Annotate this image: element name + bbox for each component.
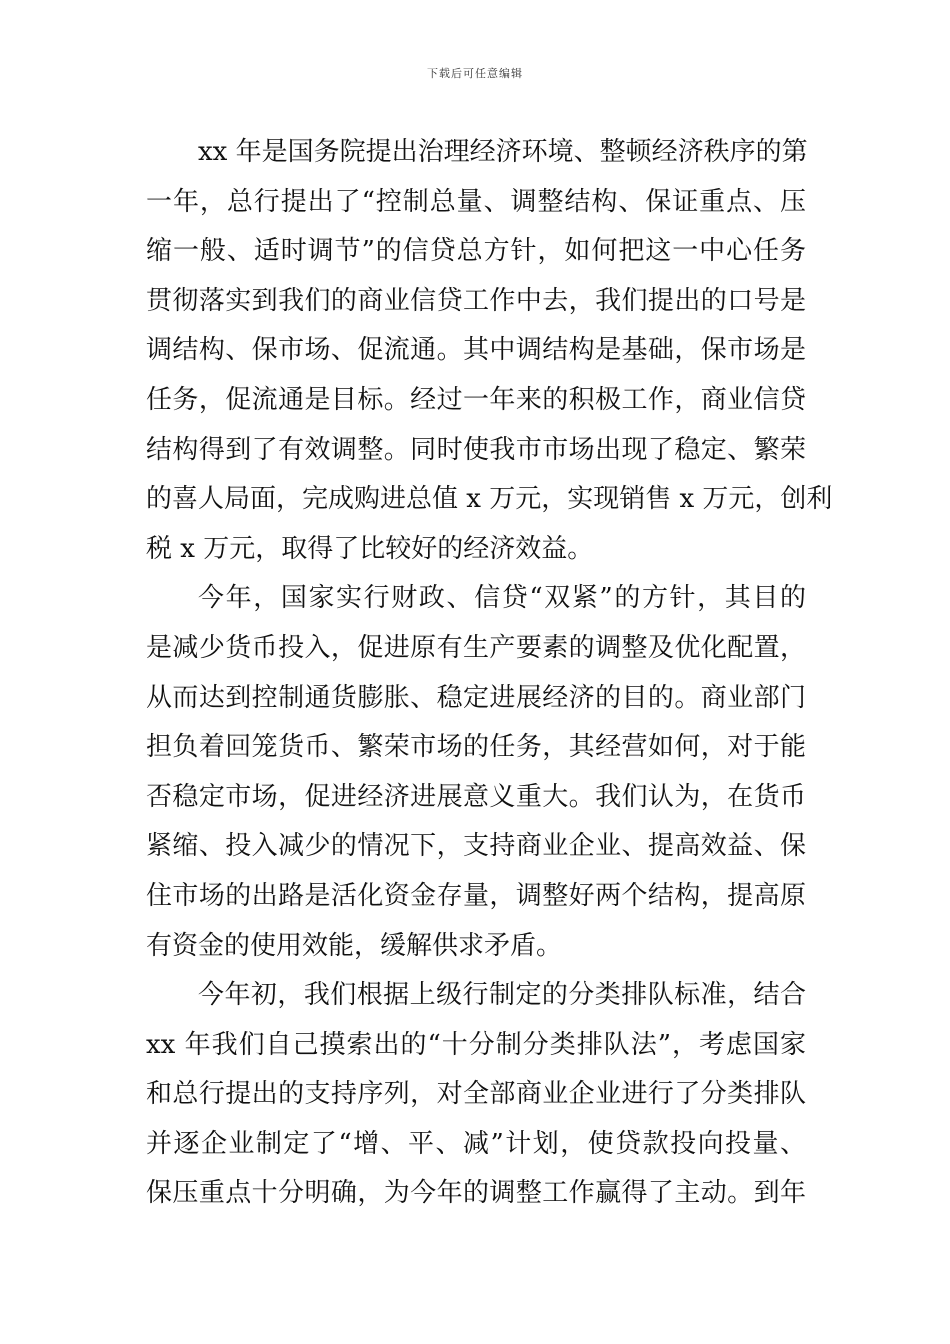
paragraph-2 — [146, 574, 806, 971]
paragraph-line: 调结构、保市场、促流通。其中调结构是基础，保市场是 — [146, 335, 806, 366]
paragraph-line: 有资金的使用效能，缓解供求矛盾。 — [146, 930, 563, 961]
paragraph-line: 一年，总行提出了“控制总量、调整结构、保证重点、压 — [146, 186, 806, 217]
paragraph-line: xx 年是国务院提出治理经济环境、整顿经济秩序的第 — [198, 137, 808, 167]
paragraph-line: 紧缩、投入减少的情况下，支持商业企业、提高效益、保 — [146, 831, 806, 862]
paragraph-line: 缩一般、适时调节”的信贷总方针，如何把这一中心任务 — [146, 236, 806, 267]
paragraph-1 — [146, 128, 833, 574]
paragraph-line: 是减少货币投入，促进原有生产要素的调整及优化配置， — [146, 632, 806, 663]
paragraph-line: xx 年我们自己摸索出的“十分制分类排队法”，考虑国家 — [146, 1029, 806, 1060]
paragraph-line: 税 x 万元，取得了比较好的经济效益。 — [146, 533, 594, 564]
paragraph-line: 保压重点十分明确，为今年的调整工作赢得了主动。到年 — [146, 1178, 806, 1209]
paragraph-line: 担负着回笼货币、繁荣市场的任务，其经营如何，对于能 — [146, 732, 806, 763]
paragraph-line: 从而达到控制通货膨胀、稳定进展经济的目的。商业部门 — [146, 682, 806, 713]
paragraph-line: 结构得到了有效调整。同时使我市市场出现了稳定、繁荣 — [146, 434, 806, 465]
paragraph-line: 并逐企业制定了“增、平、减”计划，使贷款投向投量、 — [146, 1128, 806, 1159]
document-body — [146, 128, 833, 1219]
paragraph-line: 今年初，我们根据上级行制定的分类排队标准，结合 — [198, 980, 806, 1011]
paragraph-line: 贯彻落实到我们的商业信贷工作中去，我们提出的口号是 — [146, 285, 806, 316]
paragraph-line: 和总行提出的支持序列，对全部商业企业进行了分类排队 — [146, 1079, 806, 1110]
paragraph-line: 住市场的出路是活化资金存量，调整好两个结构，提高原 — [146, 880, 806, 911]
paragraph-3 — [146, 971, 806, 1219]
paragraph-line: 今年，国家实行财政、信贷“双紧”的方针，其目的 — [198, 583, 806, 614]
paragraph-line: 否稳定市场，促进经济进展意义重大。我们认为，在货币 — [146, 781, 806, 812]
paragraph-line: 任务，促流通是目标。经过一年来的积极工作，商业信贷 — [146, 384, 806, 415]
page-header: 下载后可任意编辑 — [427, 67, 523, 80]
paragraph-line: 的喜人局面，完成购进总值 x 万元，实现销售 x 万元，创利 — [146, 484, 833, 515]
